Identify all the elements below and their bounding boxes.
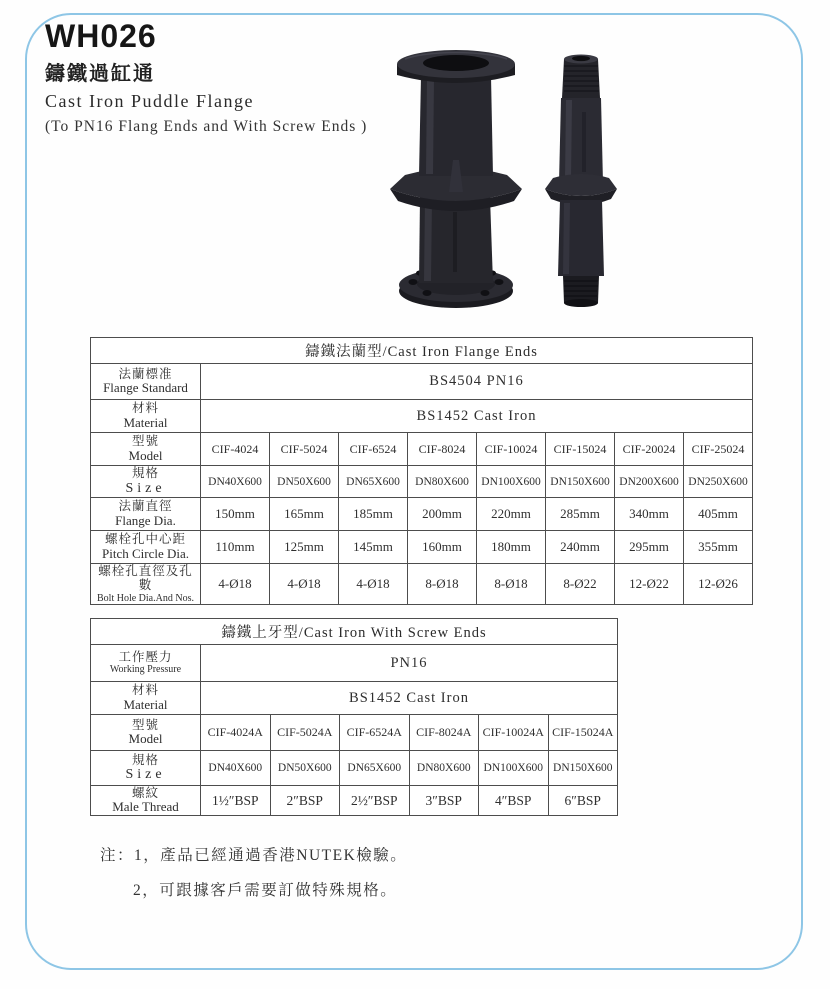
spec-value: CIF-8024A (409, 715, 479, 751)
spec-value: BS1452 Cast Iron (201, 682, 618, 715)
spec-value: 150mm (201, 498, 270, 531)
spec-value: 3″BSP (409, 786, 479, 816)
notes-prefix: 注： (100, 847, 135, 864)
spec-value: CIF-6524A (340, 715, 410, 751)
spec-value: 2½″BSP (340, 786, 410, 816)
spec-value: 110mm (201, 531, 270, 564)
spec-value: 160mm (408, 531, 477, 564)
spec-value: DN100X600 (479, 751, 549, 786)
product-subtitle: (To PN16 Flang Ends and With Screw Ends ) (45, 117, 368, 135)
flange-ends-product-illustration (390, 50, 522, 308)
flange-ends-spec-table (90, 337, 753, 605)
spec-value: DN65X600 (339, 466, 408, 498)
spec-value: CIF-20024 (615, 433, 684, 466)
spec-value: DN150X600 (546, 466, 615, 498)
spec-value: DN65X600 (340, 751, 410, 786)
row-label: 螺栓孔中心距 Pitch Circle Dia. (91, 531, 201, 564)
spec-value: 295mm (615, 531, 684, 564)
spec-value: DN150X600 (548, 751, 618, 786)
spec-value: DN50X600 (270, 466, 339, 498)
spec-value: 405mm (684, 498, 753, 531)
spec-value: DN80X600 (409, 751, 479, 786)
spec-value: 340mm (615, 498, 684, 531)
spec-value: 4-Ø18 (270, 564, 339, 605)
row-label: 法蘭標准 Flange Standard (91, 364, 201, 400)
spec-value: DN100X600 (477, 466, 546, 498)
spec-value: CIF-4024A (201, 715, 271, 751)
spec-value: 12-Ø26 (684, 564, 753, 605)
spec-value: CIF-10024 (477, 433, 546, 466)
spec-value: 1½″BSP (201, 786, 271, 816)
spec-value: 4-Ø18 (201, 564, 270, 605)
product-code: WH026 (45, 18, 157, 54)
row-label: 型號 Model (91, 715, 201, 751)
spec-value: DN200X600 (615, 466, 684, 498)
spec-value: 145mm (339, 531, 408, 564)
spec-value: 2″BSP (270, 786, 340, 816)
spec-value: 240mm (546, 531, 615, 564)
spec-value: CIF-25024 (684, 433, 753, 466)
product-title-en: Cast Iron Puddle Flange (45, 90, 254, 111)
spec-value: 4″BSP (479, 786, 549, 816)
spec-value: 8-Ø22 (546, 564, 615, 605)
spec-value: CIF-15024A (548, 715, 618, 751)
spec-value: 125mm (270, 531, 339, 564)
spec-value: 8-Ø18 (477, 564, 546, 605)
spec-value: DN80X600 (408, 466, 477, 498)
spec-value: CIF-15024 (546, 433, 615, 466)
spec-value: CIF-5024A (270, 715, 340, 751)
row-label: 螺紋 Male Thread (91, 786, 201, 816)
spec-value: 285mm (546, 498, 615, 531)
spec-value: DN40X600 (201, 751, 271, 786)
spec-value: CIF-6524 (339, 433, 408, 466)
table-title: 鑄鐵上牙型/Cast Iron With Screw Ends (91, 619, 618, 645)
screw-ends-product-illustration (545, 55, 617, 308)
spec-value: BS1452 Cast Iron (201, 400, 753, 433)
row-label: 材料 Material (91, 682, 201, 715)
spec-value: CIF-5024 (270, 433, 339, 466)
note-text: 1，產品已經通過香港NUTEK檢驗。 (134, 847, 408, 864)
row-label: 工作壓力 Working Pressure (91, 645, 201, 682)
spec-value: 8-Ø18 (408, 564, 477, 605)
product-photo (383, 42, 653, 314)
row-label: 螺栓孔直徑及孔數 Bolt Hole Dia.And Nos. (91, 564, 201, 605)
note-line-2 (133, 878, 407, 900)
page-header (45, 20, 367, 136)
spec-value: 4-Ø18 (339, 564, 408, 605)
screw-ends-spec-table (90, 618, 618, 816)
spec-value: 12-Ø22 (615, 564, 684, 605)
table-title: 鑄鐵法蘭型/Cast Iron Flange Ends (91, 338, 753, 364)
product-title-zh: 鑄鐵過缸通 (45, 62, 155, 85)
spec-value: 355mm (684, 531, 753, 564)
spec-value: 200mm (408, 498, 477, 531)
row-label: 規格 Size (91, 751, 201, 786)
spec-value: CIF-10024A (479, 715, 549, 751)
spec-value: CIF-8024 (408, 433, 477, 466)
row-label: 型號 Model (91, 433, 201, 466)
row-label: 材料 Material (91, 400, 201, 433)
notes (100, 843, 407, 913)
spec-value: 220mm (477, 498, 546, 531)
spec-value: 185mm (339, 498, 408, 531)
spec-value: 180mm (477, 531, 546, 564)
spec-value: PN16 (201, 645, 618, 682)
spec-value: DN250X600 (684, 466, 753, 498)
spec-value: BS4504 PN16 (201, 364, 753, 400)
spec-value: 6″BSP (548, 786, 618, 816)
spec-value: CIF-4024 (201, 433, 270, 466)
spec-value: DN40X600 (201, 466, 270, 498)
note-text: 2，可跟據客戶需要訂做特殊規格。 (133, 882, 398, 899)
note-line-1 (100, 843, 407, 865)
spec-value: DN50X600 (270, 751, 340, 786)
row-label: 法蘭直徑 Flange Dia. (91, 498, 201, 531)
row-label: 規格 Size (91, 466, 201, 498)
spec-value: 165mm (270, 498, 339, 531)
